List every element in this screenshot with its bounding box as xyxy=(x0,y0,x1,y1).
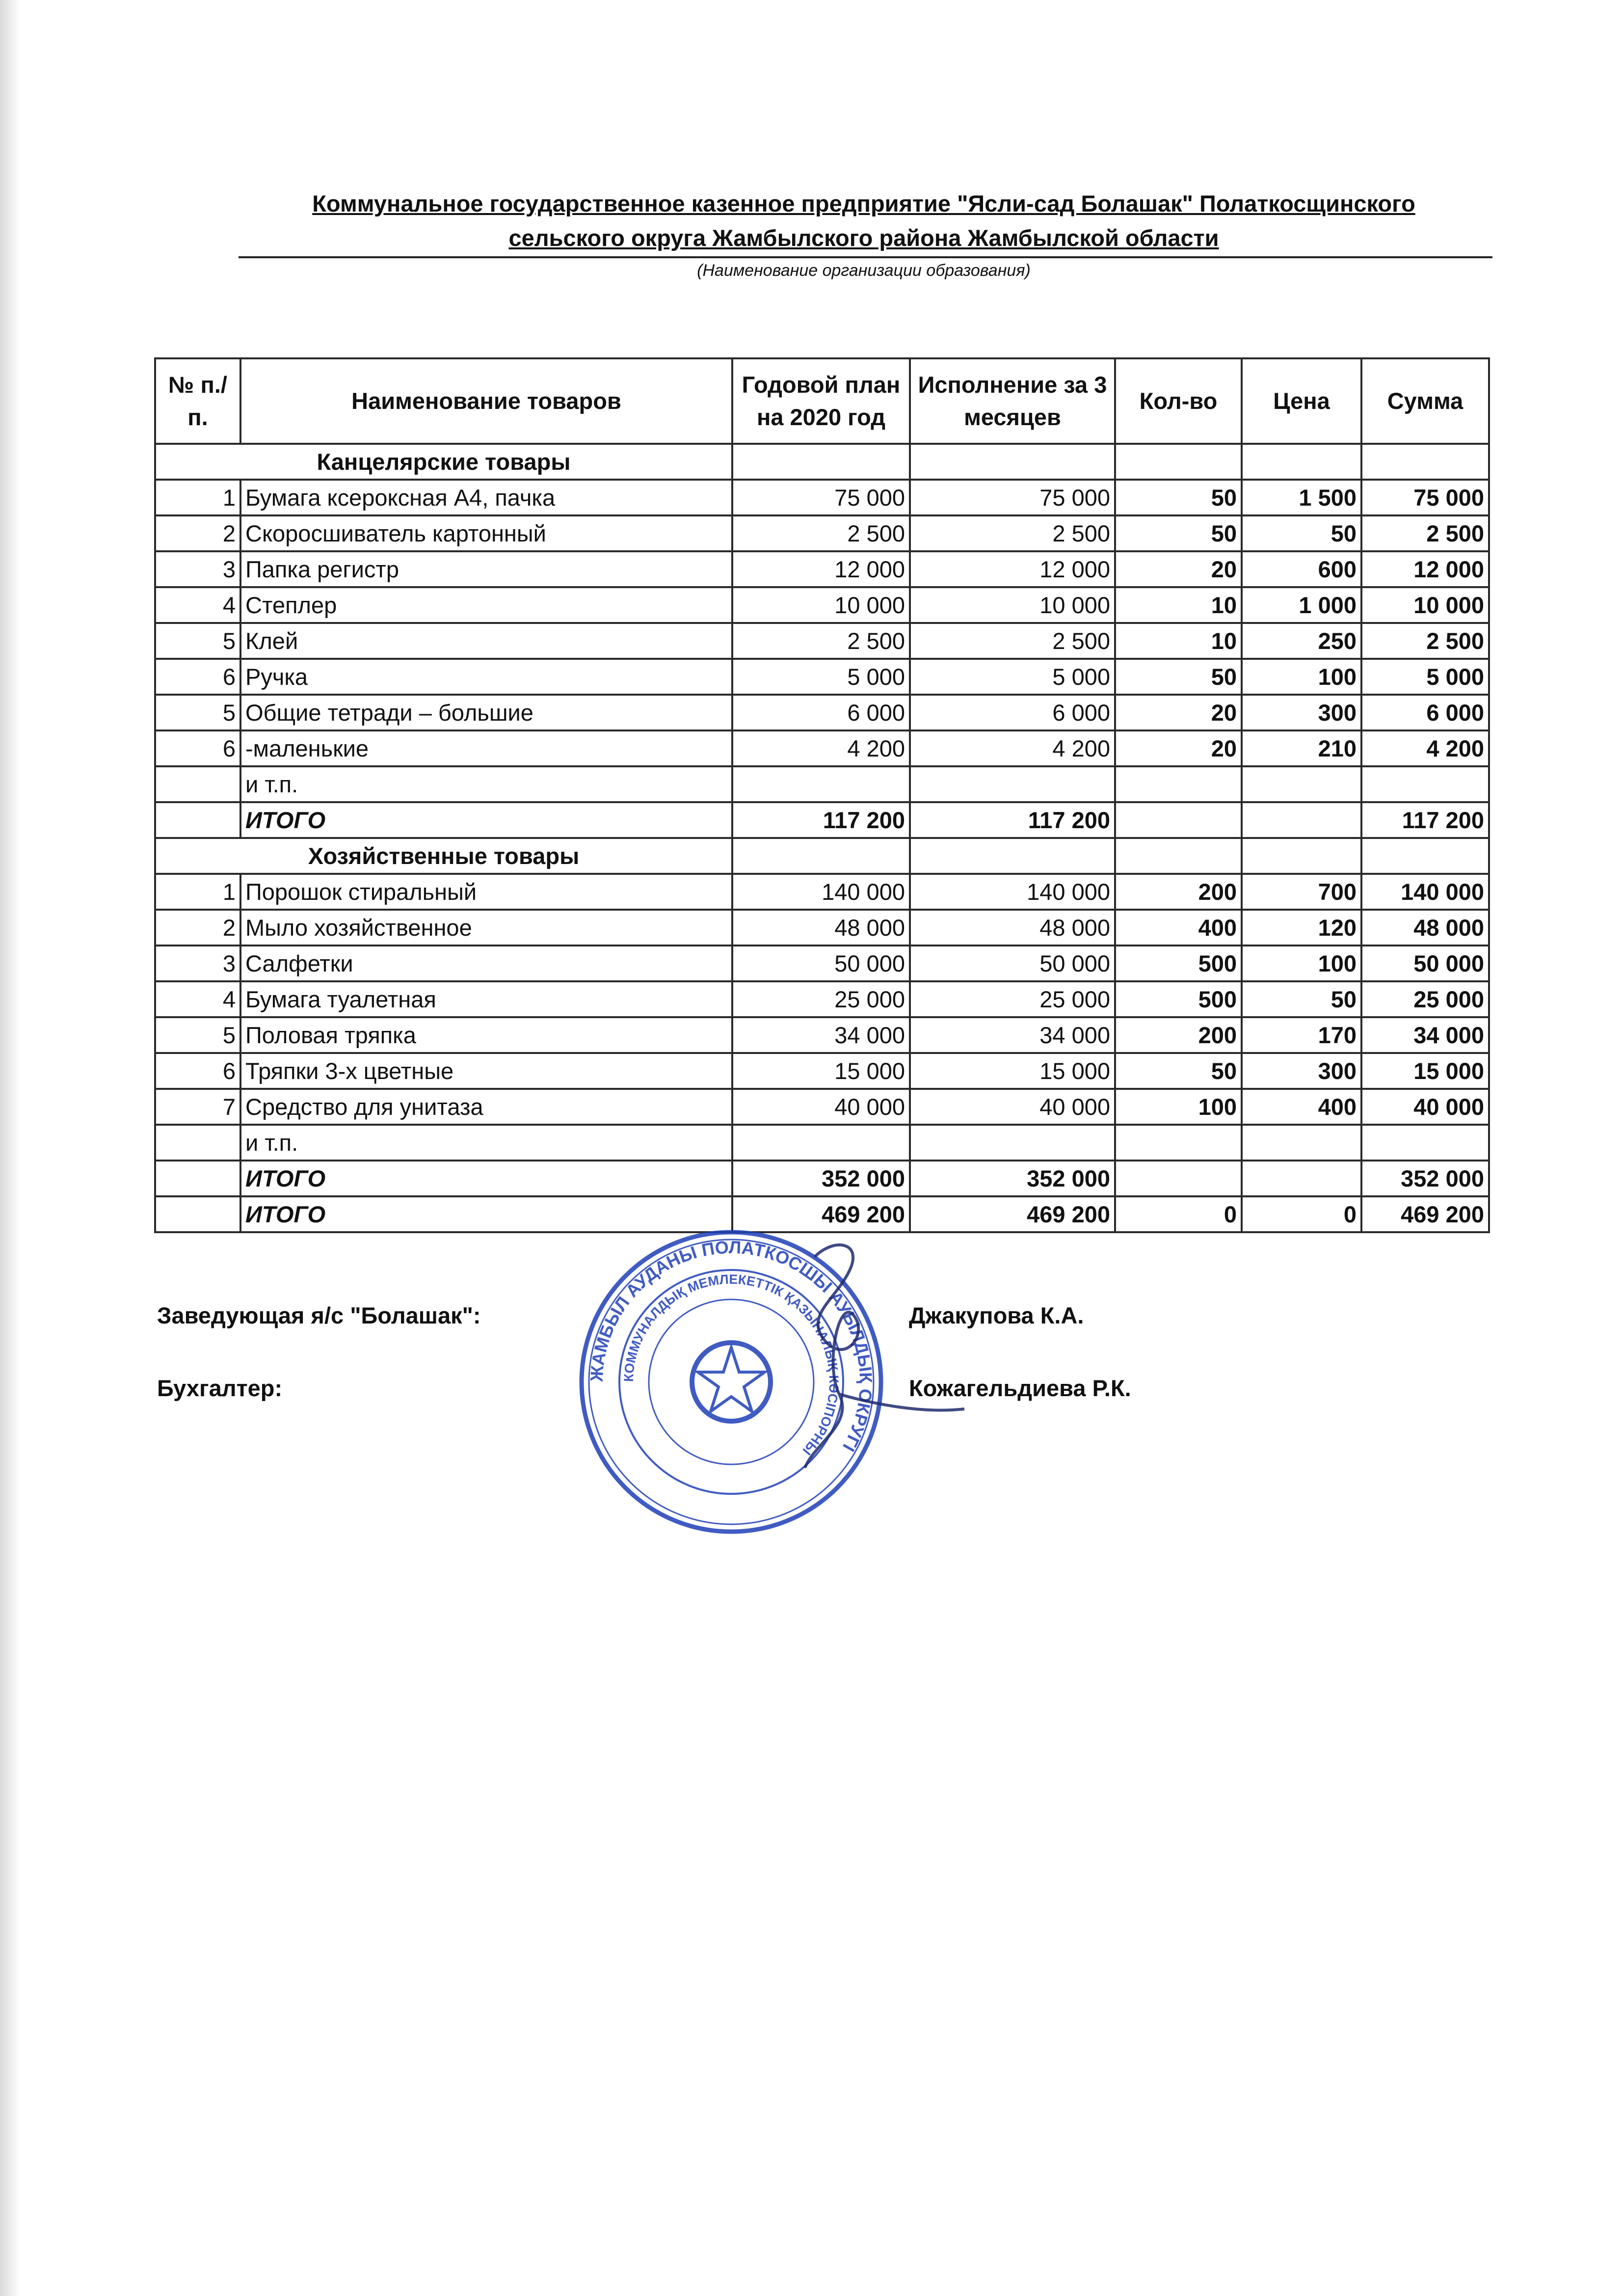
table-row xyxy=(155,981,1489,1017)
row-item-name: Скоросшиватель картонный xyxy=(240,515,732,551)
etc-label: и т.п. xyxy=(240,766,732,802)
row-sum: 25 000 xyxy=(1361,981,1489,1017)
head-signature-label: Заведующая я/с "Болашак": xyxy=(157,1302,481,1328)
row-price: 250 xyxy=(1242,623,1361,659)
row-number: 2 xyxy=(155,910,240,945)
row-sum: 5 000 xyxy=(1361,659,1489,695)
row-item-name: Общие тетради – большие xyxy=(240,695,732,730)
organization-underline xyxy=(239,256,1492,258)
grand-total-price: 0 xyxy=(1242,1196,1361,1232)
row-done: 75 000 xyxy=(910,480,1115,515)
row-done: 2 500 xyxy=(910,623,1115,659)
table-row xyxy=(155,1053,1489,1089)
subtotal-plan: 352 000 xyxy=(732,1161,910,1196)
row-qty: 100 xyxy=(1115,1089,1242,1125)
stamp-outer-text: ЖАМБЫЛ АУДАНЫ ПОЛАТКОСШЫ АУЫЛДЫҚ ОКРУГІ xyxy=(586,1237,877,1455)
row-done: 25 000 xyxy=(910,981,1115,1017)
section-title-stationery: Канцелярские товары xyxy=(155,444,732,480)
row-price: 210 xyxy=(1242,730,1361,766)
row-sum: 4 200 xyxy=(1361,730,1489,766)
table-row xyxy=(155,766,1489,802)
row-plan: 34 000 xyxy=(732,1017,910,1053)
table-row xyxy=(155,623,1489,659)
row-plan: 12 000 xyxy=(732,551,910,587)
table-row xyxy=(155,695,1489,730)
row-qty: 20 xyxy=(1115,695,1242,730)
row-qty: 200 xyxy=(1115,874,1242,910)
row-item-name: Папка регистр xyxy=(240,551,732,587)
row-done: 12 000 xyxy=(910,551,1115,587)
row-sum: 10 000 xyxy=(1361,587,1489,623)
row-item-name: Ручка xyxy=(240,659,732,695)
row-price: 600 xyxy=(1242,551,1361,587)
subtotal-plan: 117 200 xyxy=(732,802,910,838)
row-sum: 140 000 xyxy=(1361,874,1489,910)
row-price: 100 xyxy=(1242,659,1361,695)
row-sum: 2 500 xyxy=(1361,623,1489,659)
head-signature-name: Джакупова К.А. xyxy=(909,1302,1084,1328)
table-row xyxy=(155,910,1489,945)
row-qty: 500 xyxy=(1115,945,1242,981)
row-done: 50 000 xyxy=(910,945,1115,981)
row-plan: 50 000 xyxy=(732,945,910,981)
subtotal-label: ИТОГО xyxy=(240,802,732,838)
document-header xyxy=(236,187,1492,255)
table-row xyxy=(155,551,1489,587)
stationery-rows xyxy=(155,480,1489,766)
accountant-signature-name: Кожагельдиева Р.К. xyxy=(909,1375,1131,1401)
row-done: 34 000 xyxy=(910,1017,1115,1053)
row-number: 5 xyxy=(155,1017,240,1053)
column-header-price: Цена xyxy=(1242,358,1361,444)
table-row xyxy=(155,1125,1489,1161)
row-price: 100 xyxy=(1242,945,1361,981)
row-plan: 6 000 xyxy=(732,695,910,730)
row-item-name: -маленькие xyxy=(240,730,732,766)
row-price: 120 xyxy=(1242,910,1361,945)
etc-label: и т.п. xyxy=(240,1125,732,1161)
row-plan: 48 000 xyxy=(732,910,910,945)
row-done: 6 000 xyxy=(910,695,1115,730)
column-header-name: Наименование товаров xyxy=(240,358,732,444)
table-row xyxy=(155,659,1489,695)
column-header-qty: Кол-во xyxy=(1115,358,1242,444)
row-number: 2 xyxy=(155,515,240,551)
table-row xyxy=(155,480,1489,515)
row-qty: 50 xyxy=(1115,1053,1242,1089)
organization-name-line-2: сельского округа Жамбылского района Жамбылской области xyxy=(508,225,1219,251)
section-title-household: Хозяйственные товары xyxy=(155,838,732,874)
row-price: 1 000 xyxy=(1242,587,1361,623)
goods-table xyxy=(154,357,1490,1233)
table-row xyxy=(155,945,1489,981)
grand-total-sum: 469 200 xyxy=(1361,1196,1489,1232)
subtotal-sum: 117 200 xyxy=(1361,802,1489,838)
row-price: 1 500 xyxy=(1242,480,1361,515)
row-item-name: Тряпки 3-х цветные xyxy=(240,1053,732,1089)
table-header-row xyxy=(155,358,1489,444)
organization-name-line-1: Коммунальное государственное казенное предприятие "Ясли-сад Болашак" Полаткосщинского xyxy=(312,190,1415,216)
row-price: 300 xyxy=(1242,695,1361,730)
table-row xyxy=(155,1017,1489,1053)
section-row xyxy=(155,838,1489,874)
row-qty: 10 xyxy=(1115,587,1242,623)
subtotal-row xyxy=(155,1161,1489,1196)
grand-total-done: 469 200 xyxy=(910,1196,1115,1232)
subtotal-row xyxy=(155,802,1489,838)
row-number: 7 xyxy=(155,1089,240,1125)
row-sum: 40 000 xyxy=(1361,1089,1489,1125)
row-done: 48 000 xyxy=(910,910,1115,945)
row-qty: 400 xyxy=(1115,910,1242,945)
column-header-plan: Годовой план на 2020 год xyxy=(732,358,910,444)
row-number: 1 xyxy=(155,480,240,515)
row-item-name: Бумага ксероксная А4, пачка xyxy=(240,480,732,515)
accountant-signature-label: Бухгалтер: xyxy=(157,1375,283,1401)
column-header-done: Исполнение за 3 месяцев xyxy=(910,358,1115,444)
row-number: 4 xyxy=(155,587,240,623)
row-done: 140 000 xyxy=(910,874,1115,910)
grand-total-plan: 469 200 xyxy=(732,1196,910,1232)
row-qty: 500 xyxy=(1115,981,1242,1017)
household-rows xyxy=(155,874,1489,1125)
row-qty: 10 xyxy=(1115,623,1242,659)
row-qty: 50 xyxy=(1115,480,1242,515)
row-number: 4 xyxy=(155,981,240,1017)
column-header-number: № п./п. xyxy=(155,358,240,444)
row-done: 40 000 xyxy=(910,1089,1115,1125)
subtotal-label: ИТОГО xyxy=(240,1161,732,1196)
grand-total-label: ИТОГО xyxy=(240,1196,732,1232)
row-item-name: Половая тряпка xyxy=(240,1017,732,1053)
subtotal-sum: 352 000 xyxy=(1361,1161,1489,1196)
row-plan: 10 000 xyxy=(732,587,910,623)
row-qty: 50 xyxy=(1115,659,1242,695)
row-plan: 75 000 xyxy=(732,480,910,515)
grand-total-qty: 0 xyxy=(1115,1196,1242,1232)
row-item-name: Порошок стиральный xyxy=(240,874,732,910)
stamp-inner-text: КОММУНАЛДЫҚ МЕМЛЕКЕТТІК ҚАЗЫНАЛЫҚ КӘСІПОРНЫ xyxy=(621,1271,842,1458)
row-item-name: Мыло хозяйственное xyxy=(240,910,732,945)
row-sum: 48 000 xyxy=(1361,910,1489,945)
row-sum: 34 000 xyxy=(1361,1017,1489,1053)
row-plan: 5 000 xyxy=(732,659,910,695)
subtotal-done: 352 000 xyxy=(910,1161,1115,1196)
row-price: 50 xyxy=(1242,981,1361,1017)
row-price: 400 xyxy=(1242,1089,1361,1125)
row-item-name: Бумага туалетная xyxy=(240,981,732,1017)
row-qty: 20 xyxy=(1115,551,1242,587)
row-price: 300 xyxy=(1242,1053,1361,1089)
row-number: 3 xyxy=(155,945,240,981)
organization-caption: (Наименование организации образования) xyxy=(697,261,1031,280)
subtotal-done: 117 200 xyxy=(910,802,1115,838)
row-sum: 6 000 xyxy=(1361,695,1489,730)
row-done: 10 000 xyxy=(910,587,1115,623)
row-number: 5 xyxy=(155,695,240,730)
row-done: 5 000 xyxy=(910,659,1115,695)
table-row xyxy=(155,730,1489,766)
row-item-name: Степлер xyxy=(240,587,732,623)
row-sum: 75 000 xyxy=(1361,480,1489,515)
handwritten-signature xyxy=(795,1237,972,1483)
row-number: 6 xyxy=(155,659,240,695)
section-row xyxy=(155,444,1489,480)
row-done: 2 500 xyxy=(910,515,1115,551)
row-qty: 200 xyxy=(1115,1017,1242,1053)
scan-page-edge xyxy=(0,0,20,2296)
row-plan: 2 500 xyxy=(732,623,910,659)
table-row xyxy=(155,515,1489,551)
row-plan: 40 000 xyxy=(732,1089,910,1125)
row-done: 4 200 xyxy=(910,730,1115,766)
row-number: 5 xyxy=(155,623,240,659)
row-sum: 50 000 xyxy=(1361,945,1489,981)
row-number: 1 xyxy=(155,874,240,910)
row-plan: 15 000 xyxy=(732,1053,910,1089)
row-qty: 20 xyxy=(1115,730,1242,766)
row-price: 700 xyxy=(1242,874,1361,910)
row-plan: 25 000 xyxy=(732,981,910,1017)
row-price: 50 xyxy=(1242,515,1361,551)
row-number: 3 xyxy=(155,551,240,587)
row-plan: 2 500 xyxy=(732,515,910,551)
row-item-name: Средство для унитаза xyxy=(240,1089,732,1125)
row-plan: 4 200 xyxy=(732,730,910,766)
row-plan: 140 000 xyxy=(732,874,910,910)
table-row xyxy=(155,587,1489,623)
row-item-name: Клей xyxy=(240,623,732,659)
table-row xyxy=(155,1089,1489,1125)
row-number: 6 xyxy=(155,1053,240,1089)
row-item-name: Салфетки xyxy=(240,945,732,981)
row-done: 15 000 xyxy=(910,1053,1115,1089)
row-sum: 15 000 xyxy=(1361,1053,1489,1089)
row-number: 6 xyxy=(155,730,240,766)
row-sum: 12 000 xyxy=(1361,551,1489,587)
row-qty: 50 xyxy=(1115,515,1242,551)
row-price: 170 xyxy=(1242,1017,1361,1053)
row-sum: 2 500 xyxy=(1361,515,1489,551)
table-row xyxy=(155,874,1489,910)
column-header-sum: Сумма xyxy=(1361,358,1489,444)
